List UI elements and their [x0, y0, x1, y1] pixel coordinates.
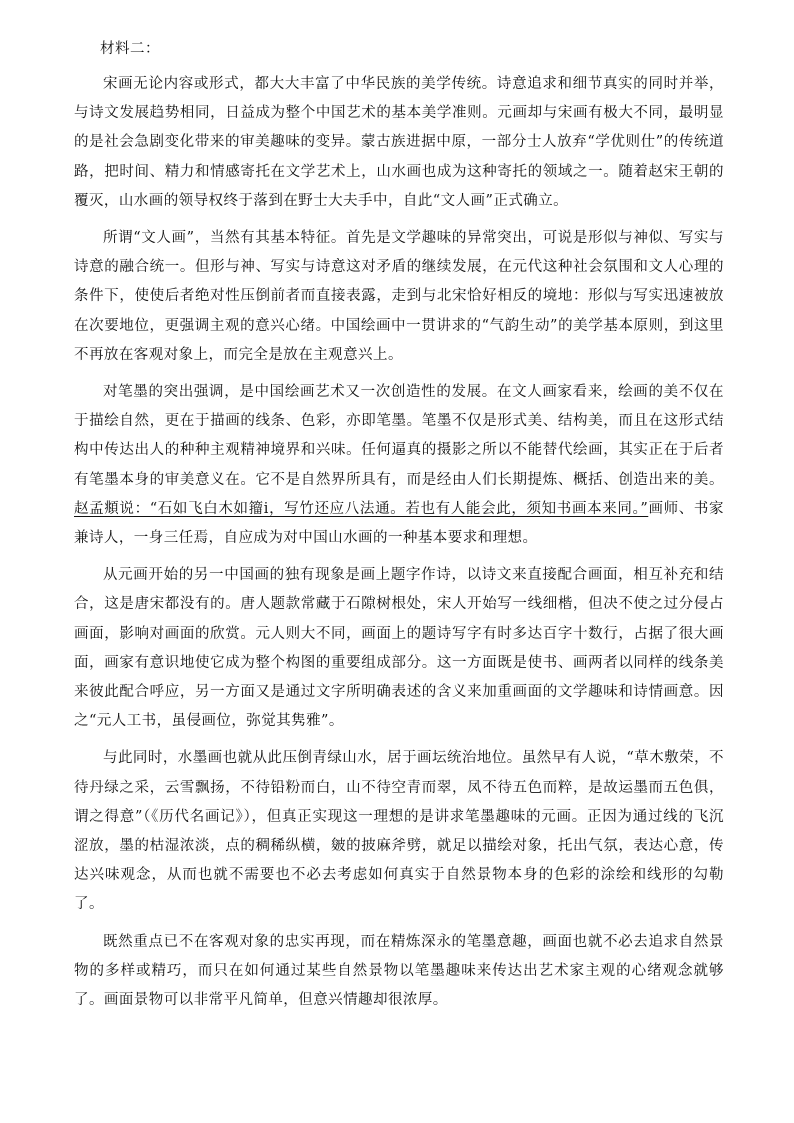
- paragraph-1: 宋画无论内容或形式，都大大丰富了中华民族的美学传统。诗意追求和细节真实的同时并举，与诗文发展趋势相同，日益成为整个中国艺术的基本美学准则。元画却与宋画有极大不同，最明显的是社会急剧变化带来的审美趣味的变异。蒙古族进据中原，一部分士人放弃“学优则仕”的传统道路，把时间、精力和情感寄托在文学艺术上，山水画也成为这种寄托的领域之一。随着赵宋王朝的覆灭，山水画的领导权终于落到在野士大夫手中，自此“文人画”正式确立。: [74, 76, 724, 209]
- paragraph-6: 既然重点已不在客观对象的忠实再现，而在精炼深永的笔墨意趣，画面也就不必去追求自然景物的多样或精巧，而只在如何通过某些自然景物以笔墨趣味来传达出艺术家主观的心绪观念就够了。画面景物可以非常平凡简单，但意兴情趣却很浓厚。: [74, 933, 724, 1009]
- paragraph-3-tail: 画师、书家兼诗人，一身三任焉，自应成为对中国山水画的一种基本要求和理想。: [74, 500, 725, 547]
- section-heading: 材料二：: [100, 41, 160, 57]
- underlined-quote: 赵孟頫说：“石如飞白木如籀ⅰ，写竹还应八法通。若也有人能会此，须知书画本来同。”: [74, 500, 649, 517]
- paragraph-5: 与此同时，水墨画也就从此压倒青绿山水，居于画坛统治地位。虽然早有人说，“草木敷荣，不待丹绿之采，云雪飘扬，不待铅粉而白，山不待空青而翠，凤不待五色而粹，是故运墨而五色俱，谓之得意”（《历代名画记》），但真正实现这一理想的是讲求笔墨趣味的元画。正因为通过线的飞沉涩放，墨的枯湿浓淡，点的稠稀纵横，皴的披麻斧劈，就足以描绘对象，托出气氛，表达心意，传达兴味观念，从而也就不需要也不必去考虑如何真实于自然景物本身的色彩的涂绘和线形的勾勒了。: [74, 750, 724, 913]
- paragraph-3: [74, 378, 724, 553]
- paragraph-2: 所谓“文人画”，当然有其基本特征。首先是文学趣味的异常突出，可说是形似与神似、写实与诗意的融合统一。但形与神、写实与诗意这对矛盾的继续发展，在元代这种社会氛围和文人心理的条件下，使使后者绝对性压倒前者而直接表露，走到与北宋恰好相反的境地：形似与写实迅速被放在次要地位，更强调主观的意兴心绪。中国绘画中一贯讲求的“气韵生动”的美学基本原则，到这里不再放在客观对象上，而完全是放在主观意兴上。: [74, 230, 724, 363]
- paragraph-3-lead: 对笔墨的突出强调，是中国绘画艺术又一次创造性的发展。在文人画家看来，绘画的美不仅在于描绘自然，更在于描画的线条、色彩，亦即笔墨。笔墨不仅是形式美、结构美，而且在这形式结构中传达出人的种种主观精神境界和兴味。任何逼真的摄影之所以不能替代绘画，其实正在于后者有笔墨本身的审美意义在。它不是自然界所具有，而是经由人们长期提炼、概括、创造出来的美。: [74, 384, 724, 488]
- document-body: [74, 38, 724, 1023]
- paragraph-4: 从元画开始的另一中国画的独有现象是画上题字作诗，以诗文来直接配合画面，相互补充和结合，这是唐宋都没有的。唐人题款常藏于石隙树根处，宋人开始写一线细楷，但决不使之过分侵占画面，影响对画面的欣赏。元人则大不同，画面上的题诗写字有时多达百字十数行，占据了很大画面，画家有意识地使它成为整个构图的重要组成部分。这一方面既是使书、画两者以同样的线条美来彼此配合呼应，另一方面又是通过文字所明确表述的含义来加重画面的文学趣味和诗情画意。因之“元人工书，虽侵画位，弥觉其隽雅”。: [74, 567, 724, 730]
